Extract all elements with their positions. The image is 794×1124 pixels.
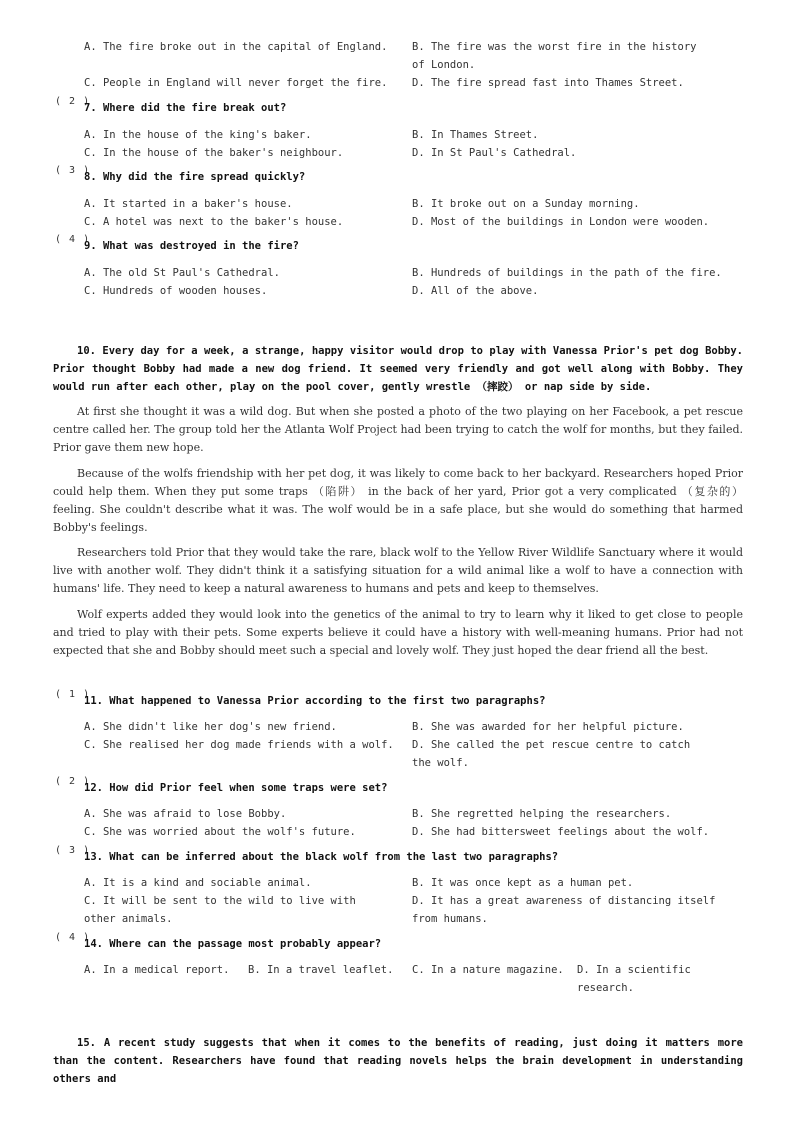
q8-option-a: A. It started in a baker's house. — [84, 198, 293, 210]
q12-option-b: B. She regretted helping the researchers. — [412, 808, 672, 820]
q6-option-b: B. The fire was the worst fire in the history of London. — [412, 41, 697, 71]
q13-option-d: D. It has a great awareness of distancing itself from humans. — [412, 895, 716, 925]
q7-option-c: C. In the house of the baker's neighbour. — [84, 147, 344, 159]
q6-option-a: A. The fire broke out in the capital of England. — [84, 41, 388, 53]
passage-10-paragraph: Because of the wolfs friendship with her pet dog, it was likely to come back to her backyard. Researchers hoped Prior could help them. When they put some traps （陷阱） in the back of her yard, Prior got a very complicated （复杂的） feeling. She couldn't describe what it was. The wolf would be in a safe place, but she would do something that harmed Bobby's feelings. — [53, 467, 743, 534]
q14-option-c: C. In a nature magazine. — [412, 964, 564, 976]
q9-option-a: A. The old St Paul's Cathedral. — [84, 267, 280, 279]
q7-option-b: B. In Thames Street. — [412, 129, 539, 141]
q9-option-b: B. Hundreds of buildings in the path of the fire. — [412, 267, 722, 279]
question-number: ( 3 ) — [55, 845, 91, 856]
q11-option-b: B. She was awarded for her helpful picture. — [412, 721, 684, 733]
q7-option-d: D. In St Paul's Cathedral. — [412, 147, 577, 159]
question-14-text: 14. Where can the passage most probably appear? — [84, 938, 382, 950]
q6-option-c: C. People in England will never forget the fire. — [84, 77, 388, 89]
q11-option-d: D. She called the pet rescue centre to catch the wolf. — [412, 739, 691, 769]
q7-option-a: A. In the house of the king's baker. — [84, 129, 312, 141]
passage-10-paragraph: Wolf experts added they would look into the genetics of the animal to try to learn why it liked to get close to people and tried to play with their pets. Some experts believe it could have a history with well-meaning humans. Prior had not expected that she and Bobby should meet such a special and lovely wolf. They just hoped the dear friend all the best. — [53, 608, 743, 657]
q8-option-d: D. Most of the buildings in London were wooden. — [412, 216, 710, 228]
question-number: ( 2 ) — [55, 96, 91, 107]
question-number: ( 2 ) — [55, 776, 91, 787]
q12-option-a: A. She was afraid to lose Bobby. — [84, 808, 287, 820]
q12-option-d: D. She had bittersweet feelings about the wolf. — [412, 826, 710, 838]
q14-option-b: B. In a travel leaflet. — [248, 964, 394, 976]
q6-option-d: D. The fire spread fast into Thames Street. — [412, 77, 684, 89]
question-number: ( 3 ) — [55, 165, 91, 176]
question-9-text: 9. What was destroyed in the fire? — [84, 240, 299, 252]
question-number: ( 4 ) — [55, 234, 91, 245]
q13-option-a: A. It is a kind and sociable animal. — [84, 877, 312, 889]
q14-option-a: A. In a medical report. — [84, 964, 230, 976]
q9-option-c: C. Hundreds of wooden houses. — [84, 285, 268, 297]
q11-option-c: C. She realised her dog made friends with a wolf. — [84, 739, 394, 751]
q14-option-d: D. In a scientific research. — [577, 964, 691, 994]
question-12-text: 12. How did Prior feel when some traps were set? — [84, 782, 388, 794]
passage-10-paragraph: At first she thought it was a wild dog. But when she posted a photo of the two playing on her Facebook, a pet rescue centre called her. The group told her the Atlanta Wolf Project had been trying to catch the wolf for months, but they failed. Prior gave them new hope. — [53, 405, 743, 454]
passage-10-intro: 10. Every day for a week, a strange, happy visitor would drop to play with Vanessa Prior's pet dog Bobby. Prior thought Bobby had made a new dog friend. It seemed very friendly and got well along with Bobby. They would run after each other, play on the pool cover, gently wrestle （摔跤） or nap side by side. — [53, 345, 743, 393]
q8-option-c: C. A hotel was next to the baker's house. — [84, 216, 344, 228]
q12-option-c: C. She was worried about the wolf's future. — [84, 826, 356, 838]
question-7-text: 7. Where did the fire break out? — [84, 102, 287, 114]
passage-15-intro: 15. A recent study suggests that when it comes to the benefits of reading, just doing it matters more than the content. Researchers have found that reading novels helps the brain development in understanding others and — [53, 1037, 743, 1085]
question-8-text: 8. Why did the fire spread quickly? — [84, 171, 306, 183]
q13-option-b: B. It was once kept as a human pet. — [412, 877, 634, 889]
question-number: ( 1 ) — [55, 689, 91, 700]
q9-option-d: D. All of the above. — [412, 285, 539, 297]
q13-option-c: C. It will be sent to the wild to live with other animals. — [84, 895, 356, 925]
question-11-text: 11. What happened to Vanessa Prior according to the first two paragraphs? — [84, 695, 546, 707]
passage-10-paragraph: Researchers told Prior that they would take the rare, black wolf to the Yellow River Wildlife Sanctuary where it would live with another wolf. They didn't think it a satisfying situation for a wild animal like a wolf to have a connection with humans' life. They need to keep a natural awareness to humans and pets and keep to themselves. — [53, 546, 743, 595]
question-13-text: 13. What can be inferred about the black wolf from the last two paragraphs? — [84, 851, 559, 863]
q8-option-b: B. It broke out on a Sunday morning. — [412, 198, 640, 210]
q11-option-a: A. She didn't like her dog's new friend. — [84, 721, 337, 733]
question-number: ( 4 ) — [55, 932, 91, 943]
